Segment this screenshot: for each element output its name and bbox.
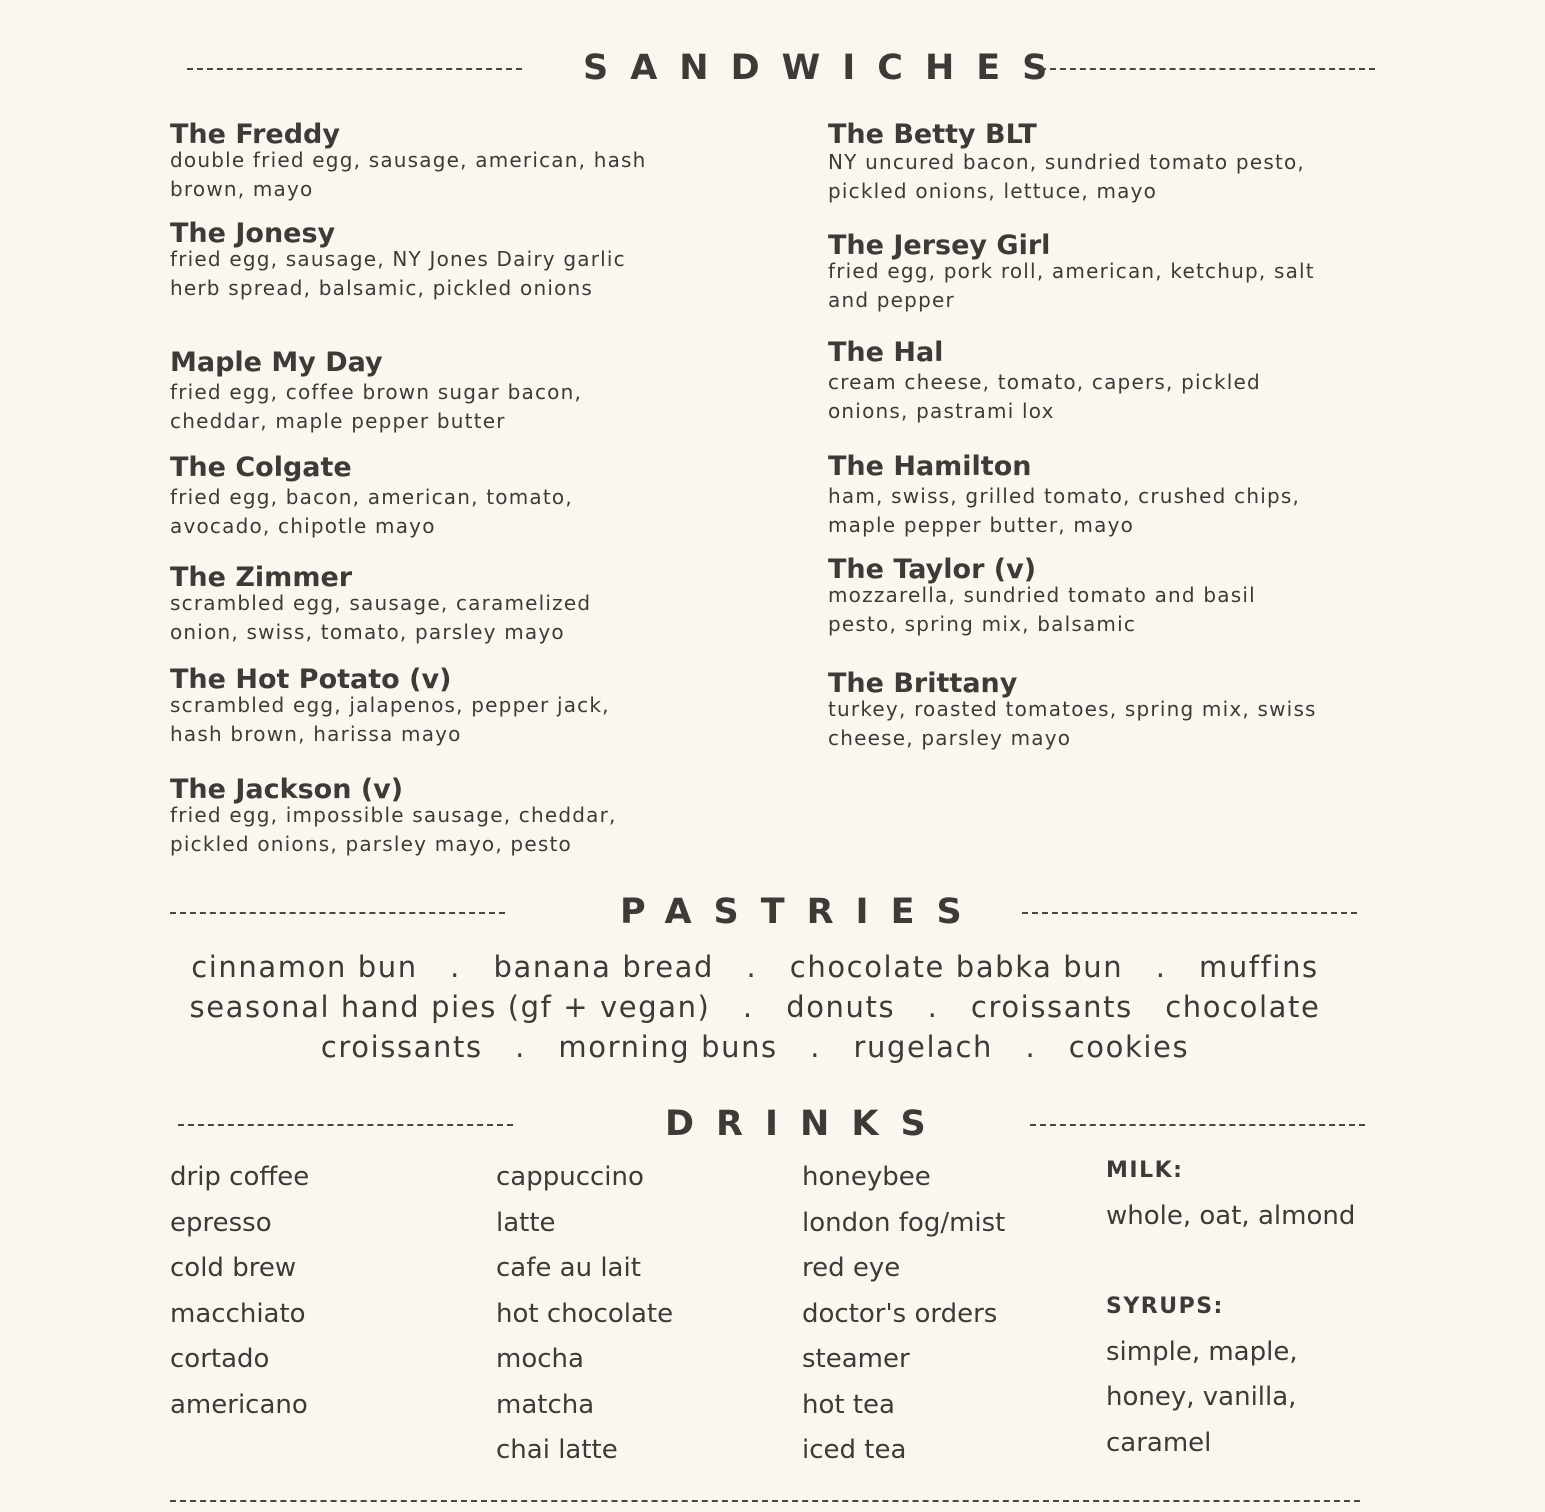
item-name: The Taylor (v)	[828, 554, 1037, 585]
item-name: The Colgate	[170, 452, 352, 483]
drink-item: mocha	[496, 1344, 584, 1374]
pastries-list	[180, 947, 1330, 1067]
item-description: scrambled egg, sausage, caramelized onion, swiss, tomato, parsley mayo	[170, 591, 592, 644]
drink-item: london fog/mist	[802, 1207, 1006, 1238]
divider-left	[170, 912, 505, 914]
item-description: fried egg, coffee brown sugar bacon, cheddar, maple pepper butter	[170, 380, 583, 433]
item-description: cream cheese, tomato, capers, pickled onions, pastrami lox	[828, 370, 1261, 423]
menu-item	[170, 348, 660, 435]
drinks-column-1	[170, 1155, 309, 1428]
item-name: The Jackson (v)	[170, 774, 404, 805]
drink-item: iced tea	[802, 1435, 907, 1465]
item-description: ham, swiss, grilled tomato, crushed chips, maple pepper butter, mayo	[828, 484, 1301, 537]
item-description: turkey, roasted tomatoes, spring mix, swiss cheese, parsley mayo	[828, 697, 1317, 750]
drink-item: macchiato	[170, 1298, 306, 1329]
syrup-options-line: caramel	[1106, 1427, 1212, 1458]
menu-item	[828, 338, 1318, 425]
item-name: The Zimmer	[170, 562, 353, 593]
item-description: fried egg, impossible sausage, cheddar, pickled onions, parsley mayo, pesto	[170, 803, 617, 856]
drink-item: cortado	[170, 1344, 270, 1374]
item-description: fried egg, pork roll, american, ketchup, salt and pepper	[828, 259, 1315, 312]
item-name: The Jersey Girl	[828, 230, 1051, 261]
syrup-options-line: simple, maple,	[1106, 1336, 1298, 1367]
item-name: The Betty BLT	[828, 119, 1037, 150]
divider-right	[1030, 1124, 1365, 1126]
item-name: The Hot Potato (v)	[170, 664, 452, 695]
drink-item: epresso	[170, 1207, 272, 1238]
menu-item	[170, 219, 660, 302]
drink-item: steamer	[802, 1344, 910, 1374]
bottom-divider	[170, 1500, 1360, 1502]
drink-item: drip coffee	[170, 1162, 310, 1192]
drinks-column-2	[496, 1155, 673, 1474]
section-title-sandwiches: SANDWICHES	[583, 48, 1070, 88]
drink-item: red eye	[802, 1253, 901, 1283]
milk-label: MILK:	[1106, 1158, 1184, 1183]
drinks-column-3	[802, 1155, 1005, 1474]
menu-item	[828, 120, 1318, 205]
drink-item: cold brew	[170, 1253, 297, 1283]
pastries-line: croissants . morning buns . rugelach . cookies	[320, 1030, 1190, 1064]
drink-item: honeybee	[802, 1162, 931, 1192]
menu-item	[170, 120, 660, 203]
drink-item: matcha	[496, 1389, 595, 1420]
divider-right	[1022, 912, 1357, 914]
syrups-label: SYRUPS:	[1106, 1294, 1224, 1319]
menu-item	[170, 453, 660, 540]
item-description: scrambled egg, jalapenos, pepper jack, hash brown, harissa mayo	[170, 693, 610, 746]
drink-item: doctor's orders	[802, 1298, 998, 1329]
drink-item: cafe au lait	[496, 1253, 641, 1283]
item-name: The Brittany	[828, 668, 1018, 699]
item-name: Maple My Day	[170, 347, 383, 378]
section-title-drinks: DRINKS	[665, 1104, 948, 1144]
menu-item	[828, 669, 1318, 752]
drink-item: chai latte	[496, 1435, 618, 1465]
pastries-line: seasonal hand pies (gf + vegan) . donuts . croissants chocolate	[189, 990, 1321, 1024]
drinks-options	[1106, 1148, 1355, 1466]
divider-left	[178, 1124, 513, 1126]
pastries-line: cinnamon bun . banana bread . chocolate babka bun . muffins	[191, 950, 1319, 984]
item-description: fried egg, sausage, NY Jones Dairy garlic herb spread, balsamic, pickled onions	[170, 247, 626, 300]
menu-item	[828, 555, 1318, 638]
item-description: mozzarella, sundried tomato and basil pesto, spring mix, balsamic	[828, 583, 1256, 636]
item-name: The Hamilton	[828, 451, 1032, 482]
drink-item: hot tea	[802, 1389, 895, 1420]
drink-item: americano	[170, 1389, 308, 1420]
item-name: The Jonesy	[170, 218, 336, 249]
menu-item	[170, 563, 660, 646]
section-title-pastries: PASTRIES	[620, 892, 984, 932]
drink-item: latte	[496, 1207, 556, 1238]
item-description: NY uncured bacon, sundried tomato pesto, pickled onions, lettuce, mayo	[828, 150, 1305, 203]
item-name: The Freddy	[170, 119, 340, 150]
item-description: fried egg, bacon, american, tomato, avocado, chipotle mayo	[170, 485, 573, 538]
menu-item	[170, 775, 660, 858]
menu-item	[170, 665, 660, 748]
item-name: The Hal	[828, 337, 944, 368]
syrup-options-line: honey, vanilla,	[1106, 1382, 1297, 1412]
milk-options: whole, oat, almond	[1106, 1200, 1356, 1231]
menu-item	[828, 231, 1318, 314]
divider-right	[1040, 68, 1375, 70]
item-description: double fried egg, sausage, american, hash brown, mayo	[170, 148, 647, 201]
menu-item	[828, 452, 1318, 539]
drink-item: hot chocolate	[496, 1298, 674, 1329]
drink-item: cappuccino	[496, 1162, 644, 1192]
divider-left	[187, 68, 522, 70]
